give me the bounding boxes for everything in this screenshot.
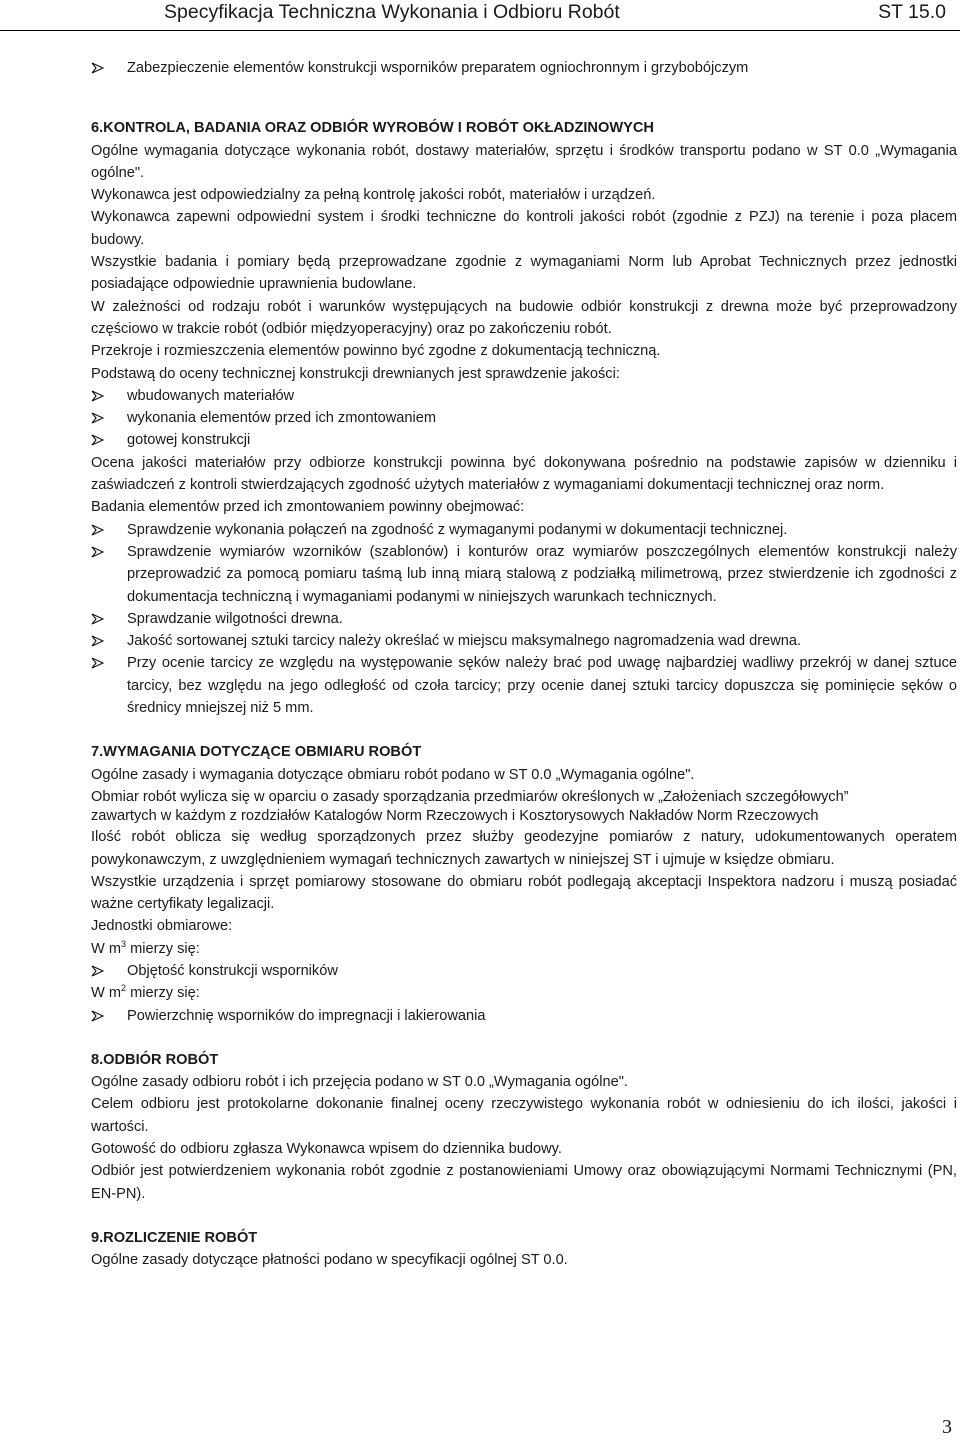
list-item [91,429,957,451]
document-body [91,57,957,1272]
list-item [91,407,957,429]
list-item [91,541,957,608]
list-item [91,57,957,79]
list-item-text: Przy ocenie tarcicy ze względu na występowanie sęków należy brać pod uwagę najbardziej wadliwy przekrój w danej sztuce tarcicy, bez względu na jego odległość od czoła tarcicy; przy ocenie danej sztuki tarcicy dopuszcza się pominięcie sęków o średnicy mniejszej niż 5 mm. [127,655,957,717]
paragraph: Wykonawca zapewni odpowiedni system i środki techniczne do kontroli jakości robót (zgodnie z PZJ) na terenie i poza placem budowy. [91,209,957,248]
list-item-text: Sprawdzanie wilgotności drewna. [127,610,343,627]
list-item-text: gotowej konstrukcji [127,432,251,449]
paragraph: zawartych w każdym z rozdziałów Katalogów Norm Rzeczowych i Kosztorysowych Nakładów Norm Rzeczowych [91,808,819,825]
section-heading-8: 8.ODBIÓR ROBÓT [91,1051,219,1068]
paragraph: Wszystkie badania i pomiary będą przeprowadzane zgodnie z wymaganiami Norm lub Aprobat Technicznych przez jednostki posiadające odpowiednie uprawnienia budowlane. [91,254,957,293]
paragraph: Badania elementów przed ich zmontowaniem powinny obejmować: [91,499,525,516]
paragraph: Ogólne zasady i wymagania dotyczące obmiaru robót podano w ST 0.0 „Wymagania ogólne". [91,766,695,783]
paragraph: Wszystkie urządzenia i sprzęt pomiarowy stosowane do obmiaru robót podlegają akceptacji Inspektora nadzoru i muszą posiadać ważne certyfikaty legalizacji. [91,873,957,913]
arrow-bullet-icon [91,429,107,451]
paragraph: Ogólne zasady dotyczące płatności podano w specyfikacji ogólnej ST 0.0. [91,1252,568,1269]
arrow-bullet-icon [91,630,107,652]
paragraph: Celem odbioru jest protokolarne dokonanie finalnej oceny rzeczywistego wykonania robót w odniesieniu do ich ilości, jakości i wartości. [91,1096,957,1135]
list-item [91,652,957,719]
list-item-text: Powierzchnię wsporników do impregnacji i lakierowania [127,1007,486,1024]
list-item-text: Sprawdzenie wymiarów wzorników (szablonów) i konturów oraz wymiarów poszczególnych elementów konstrukcji należy przeprowadzić za pomocą pomiaru taśmą lub inną miarą stalową z podziałką milimetrową, przez stwierdzenie ich zgodności z dokumentacja techniczną i wymaganiami podanymi w niniejszych warunkach technicznych. [127,543,957,605]
paragraph: Ocena jakości materiałów przy odbiorze konstrukcji powinna być dokonywana pośrednio na podstawie zapisów w dzienniku i zaświadczeń z kontroli stwierdzających zgodność użytych materiałów z wymaganiami dokumentacji technicznej oraz norm. [91,454,957,494]
page-header [0,0,960,31]
arrow-bullet-icon [91,652,107,674]
list-item-text: Objętość konstrukcji wsporników [127,962,338,979]
page-number: 3 [942,1416,952,1438]
arrow-bullet-icon [91,407,107,429]
paragraph: Ogólne zasady odbioru robót i ich przejęcia podano w ST 0.0 „Wymagania ogólne". [91,1074,628,1091]
unit-line-m2: W $m^2$ mierzy się: [91,983,200,1002]
list-item-text: Sprawdzenie wykonania połączeń na zgodność z wymaganymi podanymi w dokumentacji technicznej. [127,521,788,538]
list-item-text: Jakość sortowanej sztuki tarcicy należy określać w miejscu maksymalnego nagromadzenia wad drewna. [127,633,802,650]
arrow-bullet-icon [91,57,107,79]
header-title: Specyfikacja Techniczna Wykonania i Odbioru Robót [164,1,620,23]
paragraph: Ilość robót oblicza się według sporządzonych przez służby geodezyjne pomiarów z natury, udokumentowanych operatem powykonawczym, z uwzględnieniem wymagań technicznych zawartych w niniejszej ST i ujmuje w księdze obmiaru. [91,829,957,868]
header-spec-code: ST 15.0 [878,1,946,23]
list-item-text: wbudowanych materiałów [127,387,295,404]
list-item-text: wykonania elementów przed ich zmontowaniem [127,410,437,427]
arrow-bullet-icon [91,608,107,630]
paragraph: W zależności od rodzaju robót i warunków występujących na budowie odbiór konstrukcji z drewna może być przeprowadzony częściowo w trakcie robót (odbiór międzyoperacyjny) oraz po zakończeniu robót. [91,298,957,337]
arrow-bullet-icon [91,1005,107,1027]
list-item [91,1005,957,1027]
section-heading-6: 6.KONTROLA, BADANIA ORAZ ODBIÓR WYROBÓW I ROBÓT OKŁADZINOWYCH [91,120,654,137]
arrow-bullet-icon [91,519,107,541]
paragraph: Przekroje i rozmieszczenia elementów powinno być zgodne z dokumentacją techniczną. [91,343,661,360]
unit-line-m3: W $m^3$ mierzy się: [91,938,200,957]
list-item [91,519,957,541]
section-heading-9: 9.ROZLICZENIE ROBÓT [91,1229,258,1246]
arrow-bullet-icon [91,960,107,982]
paragraph: Podstawą do oceny technicznej konstrukcji drewnianych jest sprawdzenie jakości: [91,365,620,382]
paragraph: Wykonawca jest odpowiedzialny za pełną kontrolę jakości robót, materiałów i urządzeń. [91,187,656,204]
list-item [91,630,957,652]
paragraph: Jednostki obmiarowe: [91,918,233,935]
list-item [91,608,957,630]
arrow-bullet-icon [91,385,107,407]
paragraph: Obmiar robót wylicza się w oparciu o zasady sporządzania przedmiarów określonych w „Założeniach szczegółowych” [91,788,849,805]
list-item [91,385,957,407]
paragraph: Odbiór jest potwierdzeniem wykonania robót zgodnie z postanowieniami Umowy oraz obowiązującymi Normami Technicznymi (PN, EN-PN). [91,1163,957,1202]
section-heading-7: 7.WYMAGANIA DOTYCZĄCE OBMIARU ROBÓT [91,744,422,761]
paragraph: Gotowość do odbioru zgłasza Wykonawca wpisem do dziennika budowy. [91,1141,562,1158]
list-item-text: Zabezpieczenie elementów konstrukcji wsporników preparatem ogniochronnym i grzybobójczym [127,60,749,76]
list-item [91,960,957,982]
paragraph: Ogólne wymagania dotyczące wykonania robót, dostawy materiałów, sprzętu i środków transportu podano w ST 0.0 „Wymagania ogólne". [91,142,957,181]
arrow-bullet-icon [91,541,107,563]
